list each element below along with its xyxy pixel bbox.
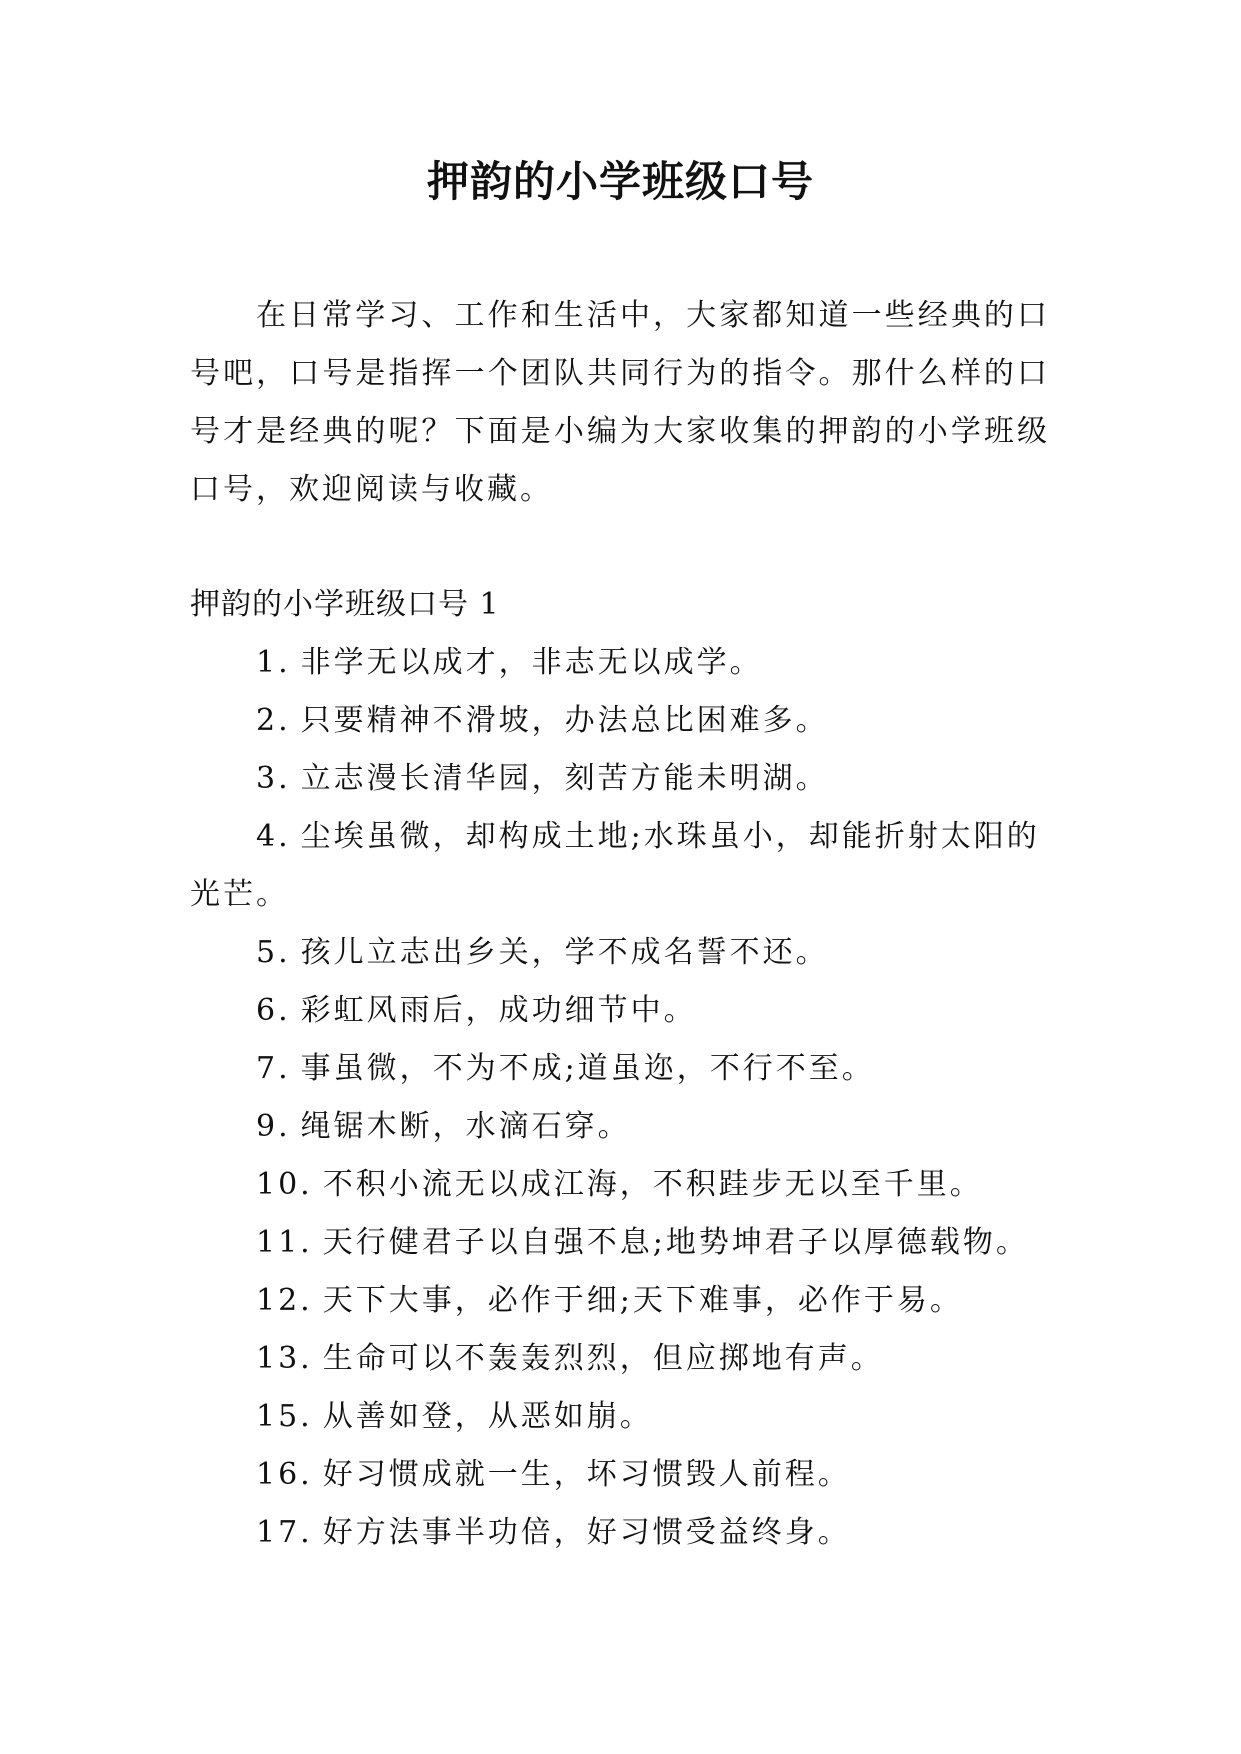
item-number: 2. [256, 703, 291, 738]
list-item [190, 1040, 1050, 1098]
item-text: 从善如登，从恶如崩。 [322, 1399, 653, 1434]
item-number: 12. [256, 1283, 313, 1318]
item-text: 事虽微，不为不成;道虽迩，不行不至。 [300, 1051, 875, 1086]
item-number: 5. [256, 935, 291, 970]
item-text: 立志漫长清华园，刻苦方能未明湖。 [300, 761, 829, 796]
list-item [190, 750, 1050, 808]
document-title: 押韵的小学班级口号 [426, 157, 814, 206]
list-item [190, 924, 1050, 982]
item-number: 13. [256, 1341, 313, 1376]
list-item [190, 692, 1050, 750]
list-item [190, 1098, 1050, 1156]
item-text: 只要精神不滑坡，办法总比困难多。 [300, 703, 829, 738]
item-number: 10. [256, 1167, 313, 1202]
item-text: 绳锯木断，水滴石穿。 [300, 1109, 631, 1144]
list-item [190, 1272, 1050, 1330]
item-text: 好方法事半功倍，好习惯受益终身。 [322, 1515, 851, 1550]
list-item [190, 1446, 1050, 1504]
item-text: 非学无以成才，非志无以成学。 [300, 645, 763, 680]
intro-paragraph: 在日常学习、工作和生活中，大家都知道一些经典的口号吧，口号是指挥一个团队共同行为的指令。那什么样的口号才是经典的呢？下面是小编为大家收集的押韵的小学班级口号，欢迎阅读与收藏。 [190, 298, 1050, 507]
list-item [190, 1330, 1050, 1388]
item-text: 天下大事，必作于细;天下难事，必作于易。 [322, 1283, 963, 1318]
section-heading: 押韵的小学班级口号 1 [190, 587, 500, 622]
item-number: 16. [256, 1457, 313, 1492]
item-text: 生命可以不轰轰烈烈，但应掷地有声。 [322, 1341, 884, 1376]
list-item [190, 1504, 1050, 1562]
list-item [190, 1156, 1050, 1214]
item-text: 不积小流无以成江海，不积跬步无以至千里。 [322, 1167, 983, 1202]
item-number: 4. [256, 819, 291, 854]
item-number: 11. [256, 1225, 313, 1260]
item-number: 1. [256, 645, 291, 680]
list-item [190, 808, 1050, 924]
item-text: 尘埃虽微，却构成土地;水珠虽小，却能折射太阳的光芒。 [190, 819, 1040, 912]
item-number: 9. [256, 1109, 291, 1144]
item-text: 彩虹风雨后，成功细节中。 [300, 993, 697, 1028]
item-text: 孩儿立志出乡关，学不成名誓不还。 [300, 935, 829, 970]
list-item [190, 1214, 1050, 1272]
item-number: 15. [256, 1399, 313, 1434]
item-number: 17. [256, 1515, 313, 1550]
list-item [190, 982, 1050, 1040]
list-item [190, 1388, 1050, 1446]
item-number: 6. [256, 993, 291, 1028]
item-number: 7. [256, 1051, 291, 1086]
item-number: 3. [256, 761, 291, 796]
slogan-list [190, 634, 1050, 1562]
item-text: 天行健君子以自强不息;地势坤君子以厚德载物。 [322, 1225, 1029, 1260]
item-text: 好习惯成就一生，坏习惯毁人前程。 [322, 1457, 851, 1492]
list-item [190, 634, 1050, 692]
